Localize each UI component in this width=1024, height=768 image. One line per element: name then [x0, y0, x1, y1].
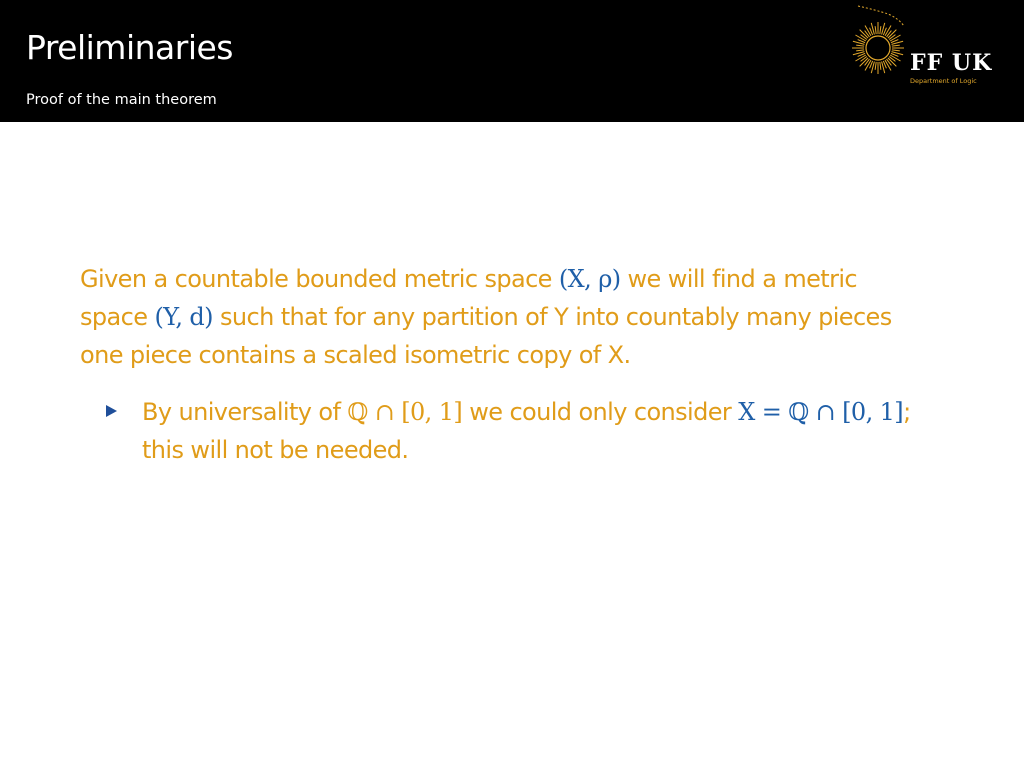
frame-title: Preliminaries	[26, 28, 233, 67]
triangle-bullet-icon	[106, 405, 117, 417]
frame-subtitle: Proof of the main theorem	[26, 92, 217, 108]
paragraph-line-2	[80, 298, 960, 336]
logo-ray	[880, 26, 881, 34]
university-logo	[846, 2, 1016, 98]
logo-ray	[856, 50, 864, 51]
bullet-line-2: this will not be needed.	[142, 436, 409, 464]
main-paragraph	[80, 260, 960, 374]
text-segment: By universality of	[142, 398, 348, 426]
logo-ray	[875, 26, 876, 34]
text-segment: Given a countable bounded metric space	[80, 265, 559, 293]
logo-ray	[880, 62, 881, 70]
paragraph-line-1	[80, 260, 960, 298]
paragraph-line-3: one piece contains a scaled isometric copy of X.	[80, 341, 631, 369]
math-expression: X = ℚ ∩ [0, 1]	[738, 398, 904, 426]
math-expression: (X, ρ)	[558, 265, 621, 293]
logo-name: FF UK	[910, 50, 993, 76]
logo-ray	[875, 62, 876, 70]
sun-burst-logo-icon	[846, 2, 916, 92]
bullet-text	[142, 393, 911, 469]
text-segment: we will find a metric	[620, 265, 858, 293]
logo-department: Department of Logic	[910, 77, 977, 85]
text-segment: we could only consider	[462, 398, 739, 426]
text-segment: space	[80, 303, 155, 331]
bullet-line-1	[142, 393, 911, 431]
logo-ray	[856, 45, 864, 46]
text-segment: such that for any partition of Y into countably many pieces	[212, 303, 892, 331]
logo-ray	[892, 50, 900, 51]
slide-header	[0, 0, 1024, 122]
logo-ray	[892, 45, 900, 46]
math-expression: ℚ ∩ [0, 1]	[347, 398, 463, 426]
math-expression: (Y, d)	[154, 303, 213, 331]
text-segment: ;	[903, 398, 911, 426]
